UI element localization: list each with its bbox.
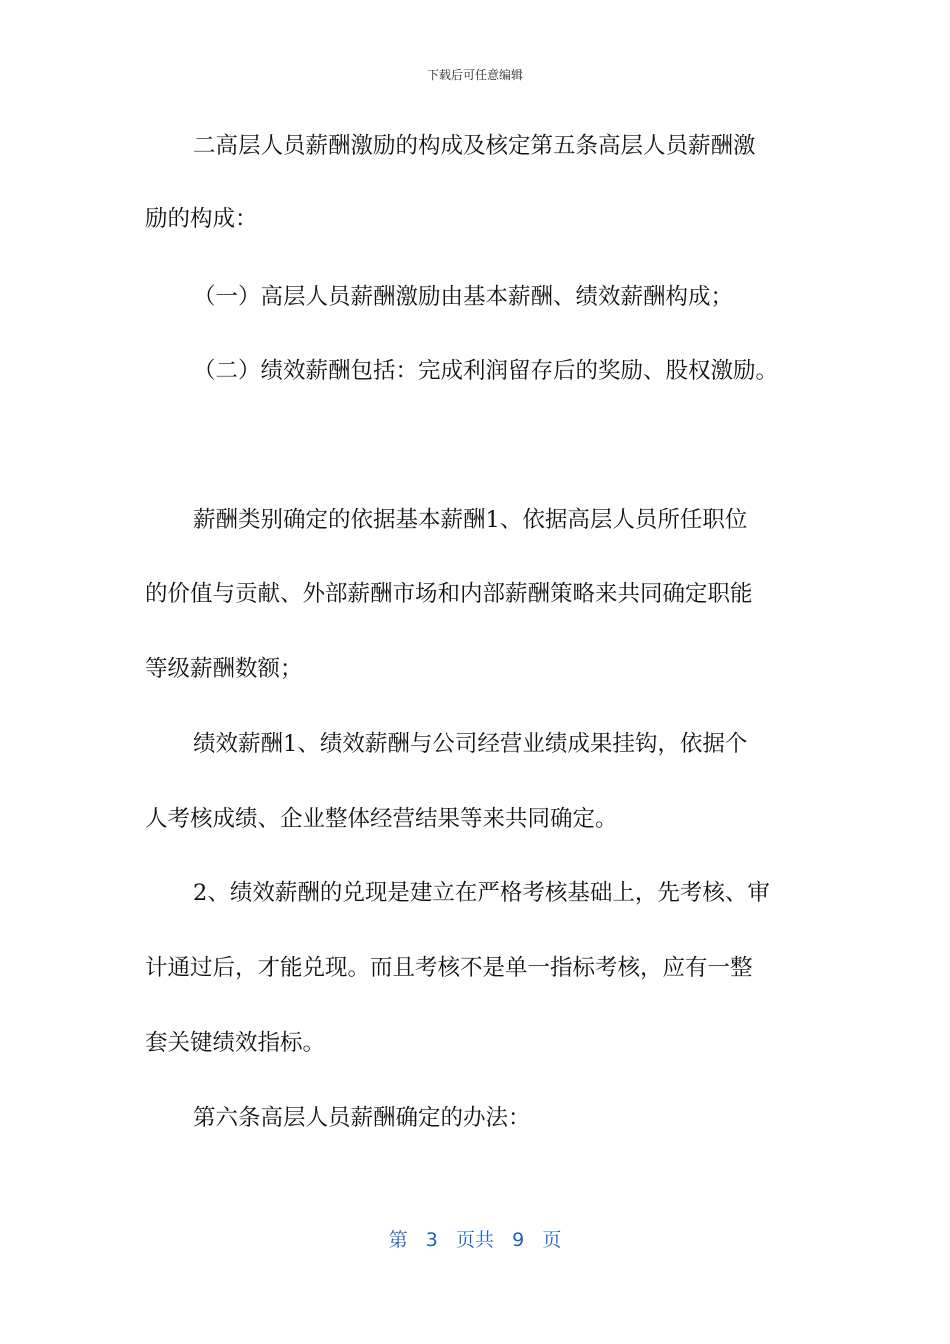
paragraph-line: 的价值与贡献、外部薪酬市场和内部薪酬策略来共同确定职能 [145,581,753,607]
paragraph-line: 2、绩效薪酬的兑现是建立在严格考核基础上，先考核、审 [193,880,770,906]
page-label-suffix: 页 [542,1229,562,1251]
paragraph-line: 绩效薪酬1、绩效薪酬与公司经营业绩成果挂钩，依据个 [193,731,748,757]
paragraph-line: 二高层人员薪酬激励的构成及核定第五条高层人员薪酬激 [193,133,756,159]
paragraph-line: 人考核成绩、企业整体经营结果等来共同确定。 [145,806,618,832]
paragraph-line: 第六条高层人员薪酬确定的办法： [193,1105,531,1131]
paragraph-line: （二）绩效薪酬包括：完成利润留存后的奖励、股权激励。 [193,358,779,384]
paragraph-line: 计通过后，才能兑现。而且考核不是单一指标考核，应有一整 [145,955,753,981]
current-page-number: 3 [425,1229,438,1251]
paragraph-line: 励的构成： [145,206,258,232]
page-header: 下载后可任意编辑 [426,68,523,82]
total-pages-number: 9 [512,1229,525,1251]
page-label-prefix: 第 [388,1229,408,1251]
paragraph-line: （一）高层人员薪酬激励由基本薪酬、绩效薪酬构成； [193,284,734,310]
page-label-middle: 页共 [455,1229,494,1251]
paragraph-line: 薪酬类别确定的依据基本薪酬1、依据高层人员所任职位 [193,507,748,533]
paragraph-line: 等级薪酬数额； [145,656,303,682]
page-footer [0,1225,950,1252]
paragraph-line: 套关键绩效指标。 [145,1030,326,1056]
